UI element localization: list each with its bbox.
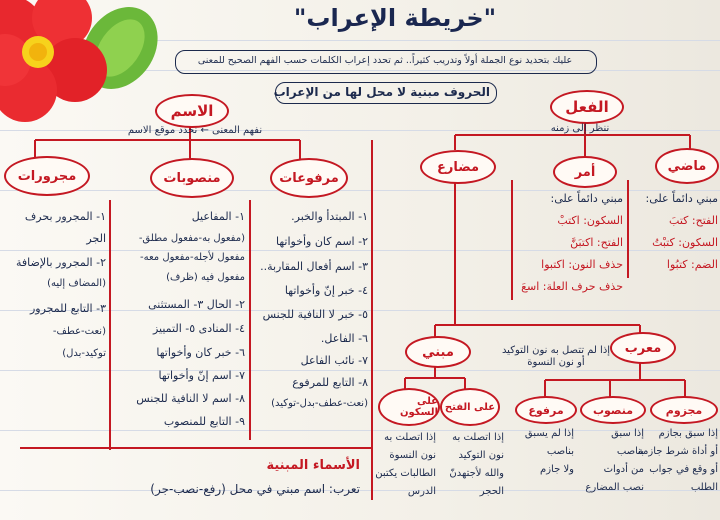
case-line: الطلب [690,482,718,493]
case-line: الحجر [479,486,504,497]
marfou-bubble: مرفوع [515,396,577,424]
mabni-fath-bubble: على الفتح [440,388,500,426]
list-item: ٣- اسم أفعال المقاربة.. [260,260,368,273]
case-line: من أدوات [603,464,644,475]
list-item: الفتح: اكتبَنَّ [570,236,623,249]
list-item: ١- المبتدأ والخبر. [291,210,368,223]
mabni-sukun-bubble: على السكون [378,388,440,426]
noun-bubble: الاسم [155,94,229,128]
case-line: نون النسوة [389,450,436,461]
list-item: الجر [86,232,106,245]
case-line: إذا سبق بجازم [658,428,718,439]
list-item: مفعول فيه (ظرف) [166,272,245,283]
mansoub-bubble: منصوب [580,396,646,424]
list-item: ٢- الحال ٣- المستثنى [148,298,245,311]
case-line: ولا جازم [540,464,574,475]
list-item: ١- المفاعيل [191,210,245,223]
case-line: إذا اتصلت به [384,432,436,443]
list-item: الضم: كتبُوا [666,258,718,271]
list-item: ٨- التابع للمرفوع [292,376,368,389]
list-item: (المضاف إليه) [47,278,106,289]
list-item: السكون: كتبْتُ [652,236,718,249]
built-nouns-text: تعرب: اسم مبني في محل (رفع-نصب-جر) [150,482,360,496]
noun-note: نفهم المعنى ← نحدد موقع الاسم [127,125,263,136]
list-item: ١- المجرور بحرف [24,210,106,223]
list-item: ٦- خبر كان وأخواتها [156,346,245,359]
built-nouns-heading: الأسماء المبنية [266,458,360,473]
list-item: (نعت-عطف-بدل-توكيد) [271,398,368,409]
case-line: إذا لم يسبق [524,428,574,439]
list-item: (نعت-عطف- [52,326,106,337]
mabni-bubble: مبني [405,336,471,368]
case-line: نصب المضارع [585,482,644,493]
list-item: مبني دائماً على: [645,192,718,205]
case-line: الطالبات يكتبن [375,468,436,479]
list-item: الفتح: كتبَ [669,214,718,227]
list-item: ٢- المجرور بالإضافة [16,256,106,269]
list-item: ٢- اسم كان وأخواتها [275,235,368,248]
madi-bubble: ماضي [655,148,719,184]
list-item: السكون: اكتبْ [557,214,623,227]
case-line: بناصب [616,446,644,457]
case-line: بناصب [546,446,574,457]
mansoubat-bubble: منصوبات [150,158,234,198]
list-item: ٧- نائب الفاعل [300,354,368,367]
case-line: نون التوكيد [458,450,504,461]
list-item: ٤- خبر إنّ وأخواتها [284,284,368,297]
flower-decoration [0,0,160,130]
list-item: ٦- الفاعل. [320,332,368,345]
case-line: إذا اتصلت به [452,432,504,443]
list-item: ٤- المنادى ٥- التمييز [152,322,245,335]
list-item: (مفعول به-مفعول مطلق- [138,233,245,244]
list-item: ٨- اسم لا النافية للجنس [136,392,245,405]
letters-banner: الحروف مبنية لا محل لها من الإعراب [273,85,490,99]
list-item: مبني دائماً على: [550,192,623,205]
verb-note: ننظر إلى زمنه [550,123,610,134]
marfouat-bubble: مرفوعات [270,158,348,198]
list-item: حذف النون: اكتبوا [541,258,623,271]
verb-bubble: الفعل [550,90,624,124]
case-line: إذا سبق [611,428,644,439]
page-title: "خريطة الإعراب" [293,4,497,32]
case-line: أو أداة شرط جازمة [637,446,718,457]
mudari-bubble: مضارع [420,150,496,184]
list-item: ٩- التابع للمنصوب [163,415,245,428]
list-item: توكيد-بدل) [62,348,106,359]
instruction-text: عليك بتحديد نوع الجملة أولاً وتدريب كثيراً.. ثم تحدد إعراب الكلمات حسب الفهم الصحيح للمعنى [197,55,573,66]
list-item: ٧- اسم إنّ وأخواتها [158,369,245,382]
list-item: ٥- خبر لا النافية للجنس [262,308,368,321]
majrourat-bubble: مجرورات [4,156,90,196]
case-line: الدرس [407,486,436,497]
list-item: ٣- التابع للمجرور [29,302,106,315]
amr-bubble: أمر [553,156,617,188]
muarab-note: إذا لم تتصل به نون التوكيد أو نون النسوة [501,345,611,368]
list-item: مفعول لأجله-مفعول معه- [139,252,245,263]
case-line: والله لأجتهدنّ [449,468,504,479]
case-line: أو وقع في جواب [649,464,718,475]
majzoum-bubble: مجزوم [650,396,718,424]
muarab-bubble: معرب [610,332,676,364]
list-item: حذف حرف العلة: اسعَ [521,280,623,293]
